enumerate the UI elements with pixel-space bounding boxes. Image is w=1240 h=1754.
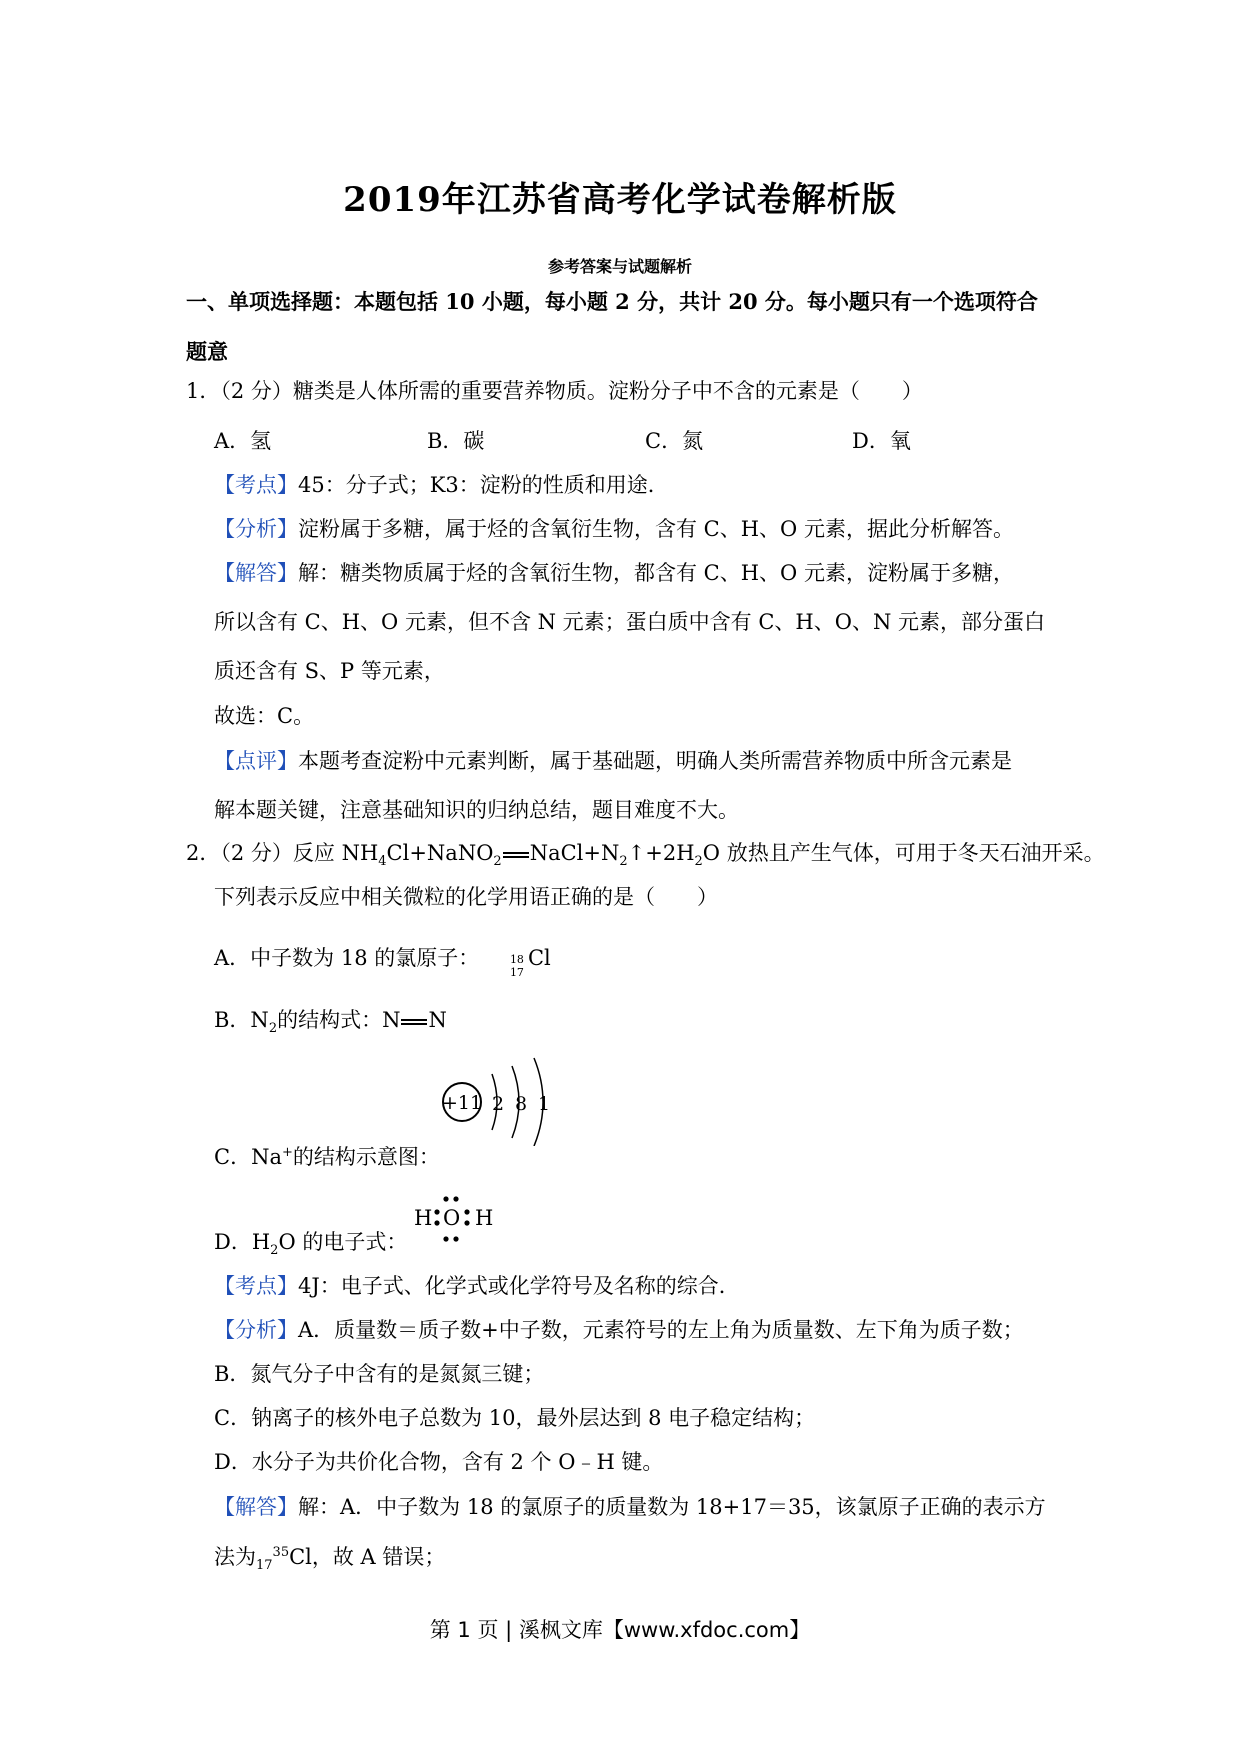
subscript: 2 [268,1021,278,1037]
equals-sign [503,852,529,858]
q1-jieda-line2: 所以含有 C、H、O 元素，但不含 N 元素；蛋白质中含有 C、H、O、N 元素，部分蛋白 [214,610,1045,634]
q2-kaodian [214,1272,740,1300]
q1-dianping-line2: 解本题关键，注意基础知识的归纳总结，题目难度不大。 [214,798,739,822]
q2-jieda [214,1493,1046,1521]
q1-kaodian [214,471,669,499]
shell-electrons-1: 2 [491,1093,505,1115]
q1-jieda-line3: 质还含有 S、P 等元素， [214,659,445,683]
q2-stem-part: NaCl+N [529,841,620,865]
jieda-tag: 【解答】 [214,561,298,585]
section-heading-line2: 题意 [186,339,228,364]
subscript: 2 [619,854,628,870]
q2-option-b [214,1006,447,1037]
q2-stem [186,839,1105,870]
q1-option-d: D．氧 [852,429,911,453]
q2-jieda-text: Cl，故 A 错误； [289,1545,446,1569]
q1-dianping [214,747,1012,775]
superscript: + [281,1145,293,1160]
q2-stem-part: 2．（2 分）反应 NH [186,841,379,865]
subscript: 2 [694,854,703,870]
atomic-number: 17 [509,965,524,979]
sodium-ion-structure-diagram [440,1054,565,1146]
q1-stem: 1．（2 分）糖类是人体所需的重要营养物质。淀粉分子中不含的元素是（ ） [186,379,923,403]
shell-electrons-2: 8 [514,1093,528,1115]
q1-jieda-text: 解：糖类物质属于烃的含氧衍生物，都含有 C、H、O 元素，淀粉属于多糖， [298,561,1014,585]
subscript: 4 [378,854,387,870]
q2-fenxi-b: B．氮气分子中含有的是氮氮三键； [214,1362,545,1386]
document-title: 2019年江苏省高考化学试卷解析版 [343,180,897,220]
q2-jieda-text: 解：A．中子数为 18 的氯原子的质量数为 18+17＝35，该氯原子正确的表示方 [298,1495,1046,1519]
q1-fenxi-text: 淀粉属于多糖，属于烃的含氧衍生物，含有 C、H、O 元素，据此分析解答。 [298,517,1014,541]
chlorine-isotope-notation [508,946,528,979]
fenxi-tag: 【分析】 [214,1318,298,1342]
q2-option-d-text: D．H [214,1230,271,1254]
page-footer: 第 1 页 | 溪枫文库【www.xfdoc.com】 [429,1618,811,1642]
q1-dianping-text: 本题考查淀粉中元素判断，属于基础题，明确人类所需营养物质中所含元素是 [298,749,1012,773]
q2-option-b-text: 的结构式：N [277,1008,401,1032]
q2-option-d-text: O 的电子式： [278,1230,408,1254]
q2-option-b-text: B．N [214,1008,269,1032]
q1-option-b: B．碳 [427,429,485,453]
q1-answer: 故选：C。 [214,704,315,728]
q1-kaodian-text: 45：分子式；K3：淀粉的性质和用途． [298,473,669,497]
shell-electrons-3: 1 [537,1093,551,1115]
q2-fenxi-d: D．水分子为共价化合物，含有 2 个 O﹣H 键。 [214,1450,664,1474]
q2-fenxi-text: A．质量数＝质子数+中子数，元素符号的左上角为质量数、左下角为质子数； [298,1318,1024,1342]
superscript: 35 [272,1545,290,1560]
section-heading-line1: 一、单项选择题：本题包括 10 小题，每小题 2 分，共计 20 分。每小题只有一个选项符合 [186,289,1038,314]
lewis-h-right: H [475,1206,494,1230]
lewis-o: O [443,1206,461,1230]
q1-fenxi [214,515,1014,543]
q1-option-a: A．氢 [214,429,272,453]
q2-option-a [214,944,551,979]
kaodian-tag: 【考点】 [214,1274,298,1298]
q2-option-c-text: 的结构示意图： [292,1145,440,1169]
q2-option-c [214,1143,440,1171]
kaodian-tag: 【考点】 [214,473,298,497]
q2-option-c-text: C．Na [214,1145,282,1169]
element-symbol: Cl [527,946,551,970]
q2-stem-line2: 下列表示反应中相关微粒的化学用语正确的是（ ） [214,885,718,909]
bond-symbol [401,1019,427,1025]
q2-fenxi-c: C．钠离子的核外电子总数为 10，最外层达到 8 电子稳定结构； [214,1406,816,1430]
jieda-tag: 【解答】 [214,1495,298,1519]
water-electron-formula [404,1194,499,1242]
q2-option-d [214,1228,408,1259]
nucleus-charge: +11 [441,1092,483,1114]
q2-stem-part: ↑+2H [627,841,695,865]
q2-option-a-text: A．中子数为 18 的氯原子： [214,946,480,970]
q1-option-c: C．氮 [645,429,704,453]
fenxi-tag: 【分析】 [214,517,298,541]
lewis-h-left: H [414,1206,433,1230]
q2-jieda-text: 法为 [214,1545,256,1569]
q1-jieda [214,559,1014,587]
mass-number: 18 [509,952,524,966]
subscript: 2 [270,1243,279,1259]
q2-jieda-line2 [214,1543,446,1574]
q2-kaodian-text: 4J：电子式、化学式或化学符号及名称的综合． [298,1274,740,1298]
subscript: 2 [493,854,502,870]
q2-fenxi [214,1316,1024,1344]
q2-stem-part: Cl+NaNO [386,841,494,865]
dianping-tag: 【点评】 [214,749,298,773]
document-subtitle: 参考答案与试题解析 [547,257,692,276]
q2-option-b-text: N [428,1008,447,1032]
q2-stem-part: O 放热且产生气体，可用于冬天石油开采。 [702,841,1105,865]
subscript: 17 [256,1558,273,1574]
